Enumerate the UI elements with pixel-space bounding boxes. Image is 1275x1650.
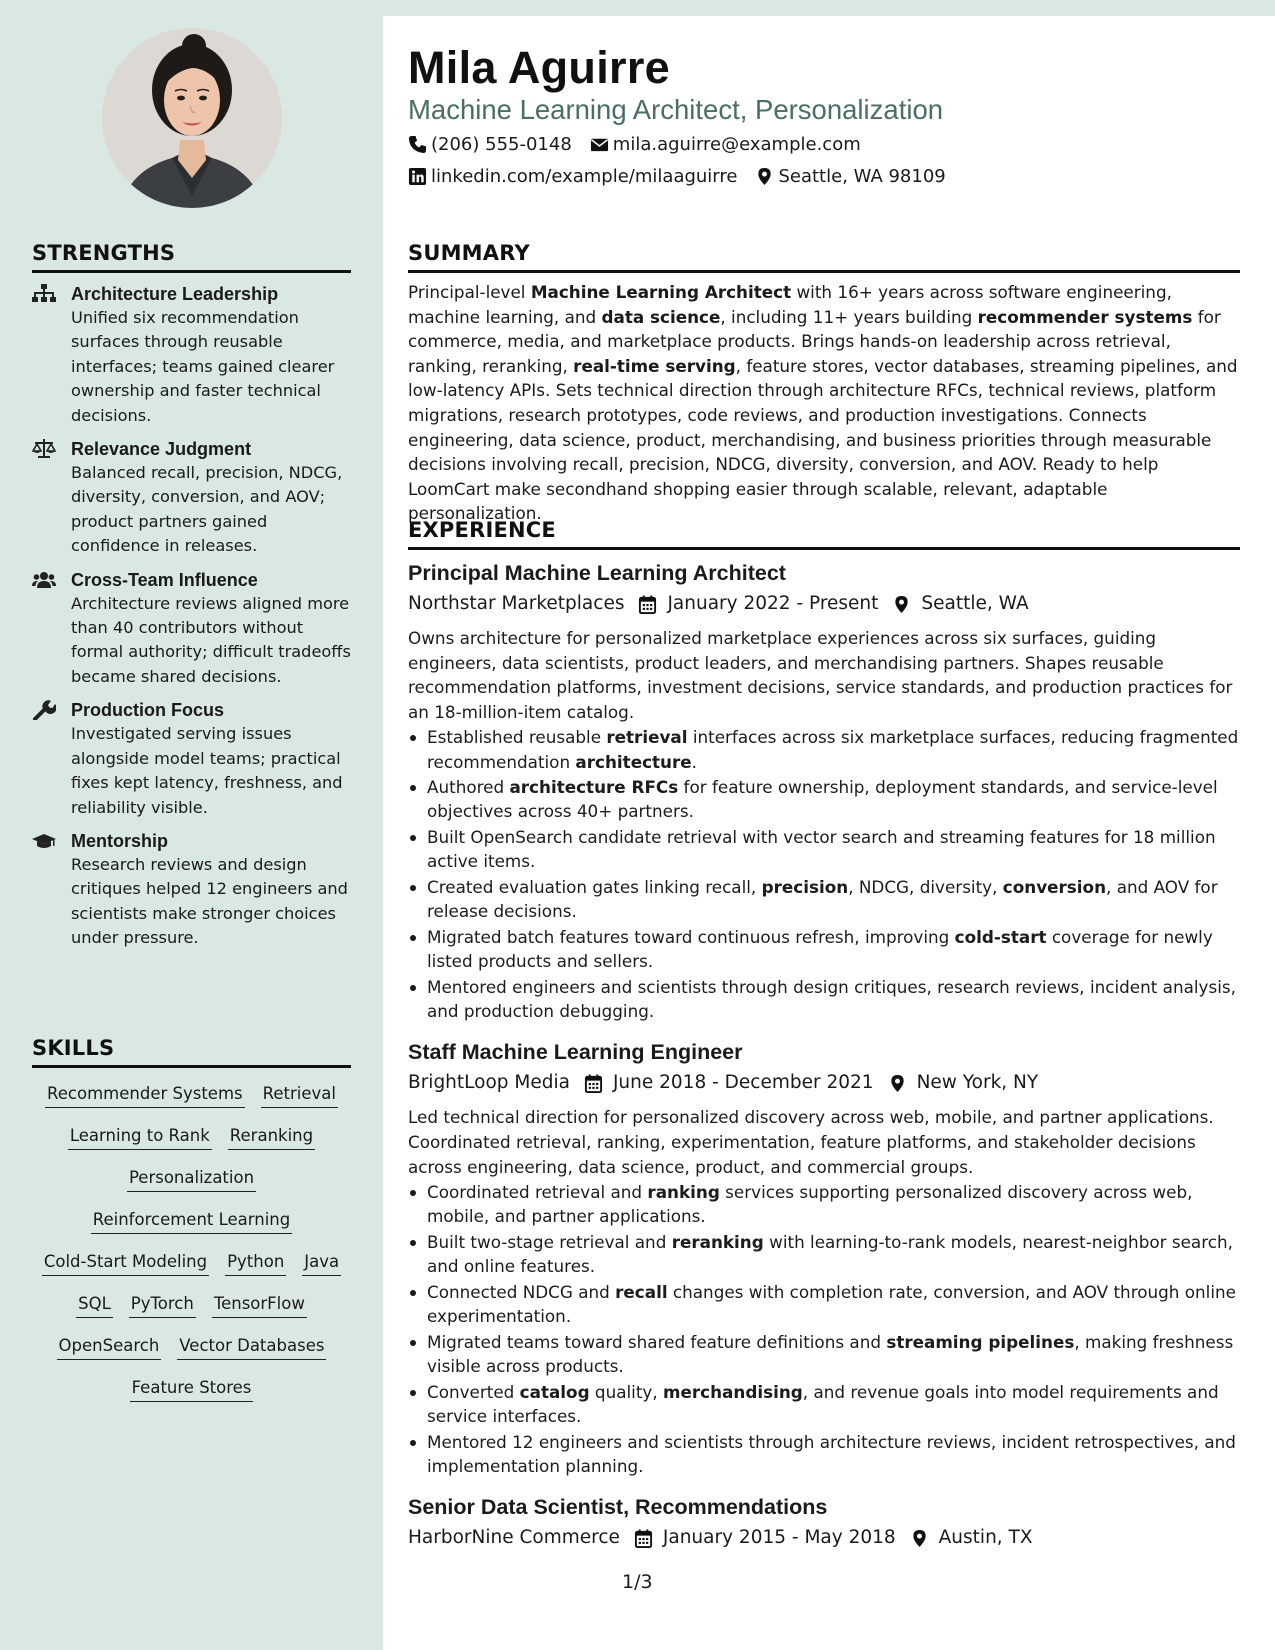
- job-role: Principal Machine Learning Architect: [408, 561, 786, 585]
- bullet-item: [408, 1430, 1240, 1478]
- skill-tag: TensorFlow: [212, 1292, 307, 1318]
- contact-row: [408, 166, 964, 187]
- strength-text: Unified six recommendation surfaces through reusable interfaces; teams gained clearer ownership and faster technical decisions.: [71, 308, 335, 425]
- text-run: interfaces across six marketplace surfaces, reducing fragmented recommendation: [427, 727, 1239, 772]
- job-description: Led technical direction for personalized discovery across web, mobile, and partner applications. Coordinated retrieval, ranking, experimentation, feature platforms, and stakeholder decisions across engineering, data science, product, and commercial groups.: [408, 1107, 1214, 1177]
- strength-text: Research reviews and design critiques helped 12 engineers and scientists make stronger choices under pressure.: [71, 854, 348, 948]
- bullet-item: [408, 1180, 1240, 1228]
- text-run: Mentored 12 engineers and scientists through architecture reviews, incident retrospectives, and implementation planning.: [427, 1431, 1236, 1476]
- candidate-name: Mila Aguirre: [408, 42, 670, 93]
- email-text[interactable]: mila.aguirre@example.com: [612, 134, 861, 155]
- linkedin-icon: [408, 167, 427, 186]
- bullet-item: [408, 725, 1240, 773]
- phone-icon: [408, 135, 427, 154]
- skill-tag: Reinforcement Learning: [91, 1208, 293, 1234]
- calendar-icon: [634, 1529, 663, 1548]
- text-run: Coordinated retrieval and: [427, 1182, 648, 1203]
- text-run: changes with completion rate, conversion, and AOV through online experimentation.: [427, 1281, 1236, 1327]
- location-contact: [755, 166, 945, 187]
- skill-tag: SQL: [76, 1292, 113, 1318]
- text-run: , including 11+ years building: [720, 306, 978, 327]
- strength-item: [32, 437, 351, 559]
- graduation-cap-icon: [32, 831, 56, 851]
- emphasis-text: recall: [615, 1281, 668, 1302]
- text-run: Migrated batch features toward continuous refresh, improving: [427, 927, 955, 947]
- skill-tag: Reranking: [228, 1124, 315, 1150]
- text-run: , and revenue goals into model requirements and service interfaces.: [427, 1381, 1219, 1426]
- skill-tag: Python: [225, 1250, 286, 1276]
- job-role: Senior Data Scientist, Recommendations: [408, 1495, 828, 1520]
- skill-tag: Recommender Systems: [45, 1082, 245, 1108]
- text-run: quality,: [589, 1381, 664, 1402]
- text-run: with 16+ years across software engineering, machine learning, and: [408, 282, 1172, 327]
- summary-section: [408, 241, 1240, 526]
- emphasis-text: architecture: [575, 751, 692, 772]
- emphasis-text: cold-start: [954, 927, 1047, 947]
- bullet-item: [408, 925, 1240, 973]
- location-pin-icon: [755, 167, 774, 186]
- bullet-item: [408, 1280, 1240, 1328]
- text-run: Created evaluation gates linking recall,: [427, 877, 762, 898]
- emphasis-text: real-time serving: [573, 355, 736, 376]
- emphasis-text: reranking: [671, 1232, 764, 1252]
- location-pin-icon: [892, 595, 921, 614]
- email-contact[interactable]: [590, 134, 861, 155]
- job-meta: [408, 1068, 1240, 1098]
- text-run: Mentored engineers and scientists through design critiques, research reviews, incident analysis, and production debugging.: [427, 976, 1236, 1022]
- strength-title: Relevance Judgment: [71, 439, 252, 460]
- text-run: services supporting personalized discovery across web, mobile, and partner applications.: [427, 1182, 1193, 1227]
- profile-photo: [102, 28, 282, 208]
- text-run: Connected NDCG and: [427, 1281, 616, 1302]
- skill-tag: Learning to Rank: [68, 1124, 212, 1150]
- strength-item: [32, 282, 351, 428]
- skills-heading: SKILLS: [32, 1036, 351, 1068]
- emphasis-text: conversion: [1002, 877, 1107, 898]
- strength-title: Mentorship: [71, 830, 168, 851]
- job-dates: January 2022 - Present: [667, 593, 879, 614]
- page-number: 1/3: [622, 1571, 653, 1593]
- text-run: coverage for newly listed products and sellers.: [427, 927, 1213, 972]
- emphasis-text: recommender systems: [977, 306, 1193, 327]
- job-meta: [408, 589, 1240, 619]
- job-location: Austin, TX: [938, 1527, 1033, 1549]
- emphasis-text: merchandising: [663, 1381, 803, 1402]
- text-run: .: [691, 751, 697, 772]
- job-meta: [408, 1523, 1240, 1553]
- emphasis-text: architecture RFCs: [509, 777, 679, 798]
- bullet-item: [408, 1380, 1240, 1428]
- top-accent-band: [383, 0, 1275, 16]
- strength-text: Investigated serving issues alongside model teams; practical fixes kept latency, freshness, and reliability visible.: [71, 724, 343, 817]
- text-run: with learning-to-rank models, nearest-neighbor search, and online features.: [427, 1232, 1233, 1277]
- strength-text: Balanced recall, precision, NDCG, diversity, conversion, and AOV; product partners gained confidence in releases.: [71, 463, 343, 556]
- emphasis-text: ranking: [647, 1182, 720, 1203]
- text-run: for feature ownership, deployment standards, and service-level objectives across 40+ partners.: [427, 777, 1218, 822]
- linkedin-contact[interactable]: [408, 166, 737, 187]
- email-icon: [590, 135, 609, 154]
- job-entry: [408, 1037, 1240, 1478]
- jobs-list: [408, 558, 1240, 1553]
- skill-tag: Retrieval: [261, 1082, 338, 1108]
- job-entry: [408, 558, 1240, 1023]
- bullet-item: [408, 975, 1240, 1023]
- calendar-icon: [584, 1074, 613, 1093]
- strength-item: [32, 698, 351, 820]
- bullet-item: [408, 1230, 1240, 1278]
- job-dates: June 2018 - December 2021: [612, 1072, 874, 1094]
- job-bullets: [408, 725, 1240, 1023]
- skill-row: [32, 1124, 351, 1150]
- linkedin-text[interactable]: linkedin.com/example/milaaguirre: [431, 166, 738, 187]
- text-run: Principal-level: [408, 282, 531, 302]
- job-location: Seattle, WA: [921, 593, 1029, 614]
- bullet-item: [408, 875, 1240, 923]
- job-dates: January 2015 - May 2018: [662, 1527, 896, 1549]
- text-run: for commerce, media, and marketplace products. Brings hands-on leadership across retrieval, ranking, reranking,: [408, 306, 1221, 376]
- strength-item: [32, 829, 351, 951]
- profile-photo-illustration: [102, 28, 282, 208]
- text-run: Converted: [427, 1381, 520, 1402]
- contact-row: [408, 134, 879, 155]
- location-pin-icon: [888, 1074, 917, 1093]
- experience-section: [408, 518, 1240, 1553]
- job-company: HarborNine Commerce: [408, 1527, 620, 1549]
- job-role: Staff Machine Learning Engineer: [408, 1040, 743, 1065]
- scale-icon: [32, 439, 56, 459]
- users-icon: [32, 570, 56, 590]
- job-location: New York, NY: [916, 1072, 1039, 1094]
- skill-row: [32, 1082, 351, 1108]
- skill-row: [32, 1376, 351, 1402]
- job-entry: [408, 1492, 1240, 1553]
- strength-title: Production Focus: [71, 700, 224, 721]
- text-run: , and AOV for release decisions.: [427, 877, 1218, 922]
- skill-row: [32, 1250, 351, 1276]
- strength-text: Architecture reviews aligned more than 40 contributors without formal authority; difficult tradeoffs became shared decisions.: [71, 593, 351, 686]
- bullet-item: [408, 775, 1240, 823]
- calendar-icon: [638, 595, 667, 614]
- skill-tag: Personalization: [127, 1166, 256, 1192]
- strength-title: Cross-Team Influence: [71, 569, 258, 590]
- sitemap-icon: [32, 284, 56, 304]
- skill-tag: Feature Stores: [130, 1376, 254, 1402]
- wrench-icon: [32, 700, 56, 720]
- job-company: BrightLoop Media: [408, 1072, 570, 1094]
- skill-tag: PyTorch: [129, 1292, 196, 1318]
- bullet-item: [408, 825, 1240, 873]
- phone-text: (206) 555-0148: [431, 134, 572, 155]
- job-description: Owns architecture for personalized marketplace experiences across six surfaces, guiding engineers, data scientists, product leaders, and merchandising partners. Shapes reusable recommendation platforms, investment decisions, service standards, and production practices for an 18-million-item catalog.: [408, 628, 1233, 722]
- strength-item: [32, 568, 351, 690]
- skill-tag: Vector Databases: [177, 1334, 326, 1360]
- skills-section: [32, 1036, 351, 1418]
- text-run: , NDCG, diversity,: [848, 877, 1003, 898]
- emphasis-text: precision: [761, 877, 849, 898]
- skills-list: [32, 1082, 351, 1402]
- emphasis-text: catalog: [519, 1381, 590, 1402]
- skill-tag: Cold-Start Modeling: [42, 1250, 209, 1276]
- summary-text: [408, 280, 1240, 526]
- skill-row: [32, 1292, 351, 1318]
- skill-row: [32, 1334, 351, 1360]
- skill-row: [32, 1166, 351, 1192]
- emphasis-text: retrieval: [606, 727, 688, 748]
- summary-heading: SUMMARY: [408, 241, 1240, 273]
- text-run: , feature stores, vector databases, streaming pipelines, and low-latency APIs. Sets technical direction through architecture RFCs, technical reviews, platform migrations, research prototypes, code reviews, and production investigations. Connects engineering, data science, product, merchandising, and business priorities through measurable decisions involving recall, precision, NDCG, diversity, conversion, and AOV. Ready to help LoomCart make secondhand shopping easier through scalable, relevant, adaptable personalization.: [408, 355, 1238, 524]
- strength-title: Architecture Leadership: [71, 284, 279, 304]
- skill-row: [32, 1208, 351, 1234]
- bullet-item: [408, 1330, 1240, 1378]
- job-bullets: [408, 1180, 1240, 1478]
- location-pin-icon: [910, 1529, 939, 1548]
- emphasis-text: streaming pipelines: [886, 1331, 1075, 1352]
- strengths-section: [32, 241, 351, 951]
- text-run: Authored: [427, 777, 510, 798]
- candidate-title: Machine Learning Architect, Personalization: [408, 94, 944, 125]
- emphasis-text: data science: [601, 306, 721, 327]
- text-run: Built two-stage retrieval and: [427, 1232, 672, 1252]
- skill-tag: Java: [302, 1250, 341, 1276]
- phone-contact: [408, 134, 572, 155]
- experience-heading: EXPERIENCE: [408, 518, 1240, 550]
- location-text: Seattle, WA 98109: [778, 166, 946, 187]
- text-run: Built OpenSearch candidate retrieval with vector search and streaming features for 18 million active items.: [427, 827, 1216, 872]
- text-run: Migrated teams toward shared feature definitions and: [427, 1331, 887, 1352]
- job-company: Northstar Marketplaces: [408, 593, 625, 614]
- text-run: , making freshness visible across products.: [427, 1331, 1234, 1377]
- text-run: Established reusable: [427, 727, 607, 748]
- skill-tag: OpenSearch: [57, 1334, 162, 1360]
- strengths-heading: STRENGTHS: [32, 241, 351, 273]
- emphasis-text: Machine Learning Architect: [530, 282, 792, 302]
